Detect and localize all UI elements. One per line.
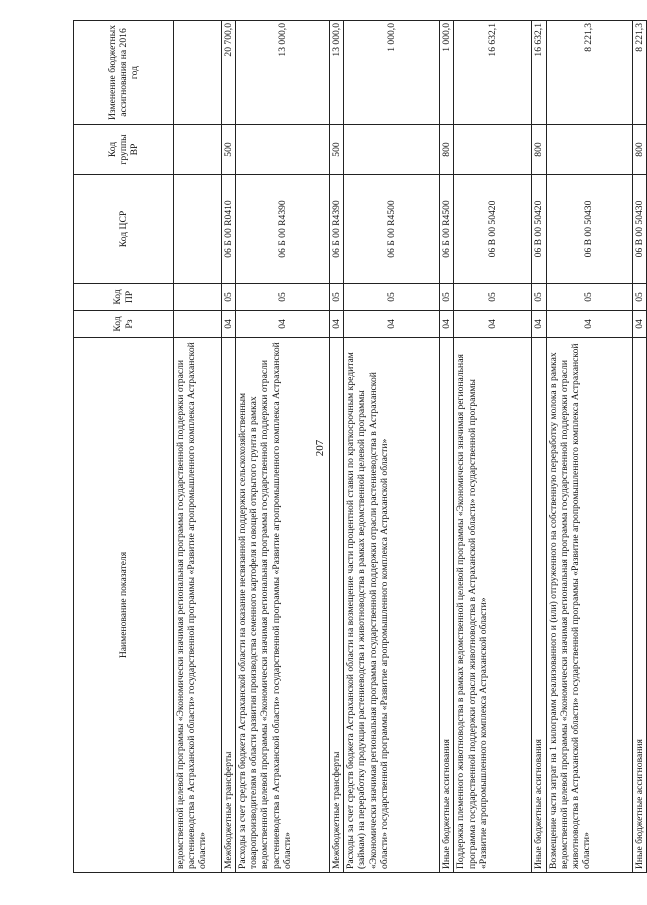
table-row <box>174 21 222 873</box>
row-amount: 16 632,1 <box>454 21 532 125</box>
row-pr: 05 <box>330 284 344 311</box>
table-row <box>222 21 236 873</box>
row-vr <box>236 125 330 175</box>
header-name: Наименование показателя <box>74 338 174 873</box>
row-amount: 8 221,3 <box>546 21 632 125</box>
header-pr: Код ПР <box>74 284 174 311</box>
row-vr <box>174 125 222 175</box>
row-pr <box>174 284 222 311</box>
row-pr: 05 <box>222 284 236 311</box>
row-csr: 06 В 00 50430 <box>546 175 632 284</box>
row-name: Иные бюджетные ассигнования <box>440 338 454 873</box>
header-vr: Код группы ВР <box>74 125 174 175</box>
row-amount: 1 000,0 <box>440 21 454 125</box>
row-rz: 04 <box>344 311 440 338</box>
row-name: Расходы за счет средств бюджета Астраханской области на оказание несвязанной поддержки сельскохозяйственным товаропроизводителям в области развития производства семенного картофеля и овощей открытого грунта в рамках ведомственной целевой программы «Экономически значимая региональная программа государственной поддержки отрасли растениеводства в Астраханской области» государственной программы «Развитие агропромышленного комплекса Астраханской области» <box>236 338 330 873</box>
row-vr: 500 <box>222 125 236 175</box>
table-row <box>454 21 532 873</box>
row-name: Поддержка племенного животноводства в рамках ведомственной целевой программы «Экономически значимая региональная программа государственной поддержки отрасли животноводства в Астраханской области» государственной программы «Развитие агропромышленного комплекса Астраханской области» <box>454 338 532 873</box>
row-vr <box>454 125 532 175</box>
row-vr <box>344 125 440 175</box>
row-pr: 05 <box>344 284 440 311</box>
row-amount <box>174 21 222 125</box>
row-rz: 04 <box>546 311 632 338</box>
row-vr: 800 <box>440 125 454 175</box>
row-pr: 05 <box>236 284 330 311</box>
table-row <box>440 21 454 873</box>
budget-table <box>73 20 647 873</box>
row-vr: 800 <box>632 125 646 175</box>
row-name: Расходы за счет средств бюджета Астраханской области на возмещение части процентной ставки по краткосрочным кредитам (займам) на переработку продукции растениеводства и животноводства в рамках ведомственной целевой программы «Экономически значимая региональная программа государственной поддержки отрасли растениеводства в Астраханской области» государственной программы «Развитие агропромышленного комплекса Астраханской области» <box>344 338 440 873</box>
header-amount: Изменение бюджетных ассигнования на 2016 год <box>74 21 174 125</box>
row-rz: 04 <box>330 311 344 338</box>
row-amount: 1 000,0 <box>344 21 440 125</box>
row-rz <box>174 311 222 338</box>
row-csr: 06 Б 00 R0410 <box>222 175 236 284</box>
row-csr <box>174 175 222 284</box>
row-amount: 13 000,0 <box>330 21 344 125</box>
table-row <box>344 21 440 873</box>
row-name: Межбюджетные трансферты <box>330 338 344 873</box>
row-vr: 500 <box>330 125 344 175</box>
row-rz: 04 <box>236 311 330 338</box>
row-rz: 04 <box>440 311 454 338</box>
table-row <box>532 21 546 873</box>
row-rz: 04 <box>632 311 646 338</box>
row-name: ведомственной целевой программы «Экономически значимая региональная программа государственной поддержки отрасли растениеводства в Астраханской области» государственной программы «Развитие агропромышленного комплекса Астраханской области» <box>174 338 222 873</box>
row-pr: 05 <box>440 284 454 311</box>
table-row <box>330 21 344 873</box>
row-pr: 05 <box>532 284 546 311</box>
row-rz: 04 <box>454 311 532 338</box>
row-pr: 05 <box>454 284 532 311</box>
table-row <box>236 21 330 873</box>
row-csr: 06 Б 00 R4500 <box>344 175 440 284</box>
row-vr <box>546 125 632 175</box>
header-rz: Код Рз <box>74 311 174 338</box>
budget-table-rotated <box>73 21 645 873</box>
row-pr: 05 <box>632 284 646 311</box>
row-rz: 04 <box>532 311 546 338</box>
row-csr: 06 В 00 50420 <box>454 175 532 284</box>
row-amount: 16 632,1 <box>532 21 546 125</box>
row-csr: 06 В 00 50420 <box>532 175 546 284</box>
row-csr: 06 Б 00 R4390 <box>236 175 330 284</box>
table-row <box>546 21 632 873</box>
row-name: Возмещение части затрат на 1 килограмм реализованного и (или) отгруженного на собственную переработку молока в рамках ведомственной целевой программы «Экономически значимая региональная программа государственной поддержки отрасли животноводства в Астраханской области» государственной программы «Развитие агропромышленного комплекса Астраханской области» <box>546 338 632 873</box>
row-pr: 05 <box>546 284 632 311</box>
row-rz: 04 <box>222 311 236 338</box>
row-name: Иные бюджетные ассигнования <box>532 338 546 873</box>
table-row <box>632 21 646 873</box>
row-vr: 800 <box>532 125 546 175</box>
row-csr: 06 Б 00 R4500 <box>440 175 454 284</box>
header-csr: Код ЦСР <box>74 175 174 284</box>
row-csr: 06 В 00 50430 <box>632 175 646 284</box>
row-name: Межбюджетные трансферты <box>222 338 236 873</box>
row-amount: 8 221,3 <box>632 21 646 125</box>
page-number: 207 <box>314 439 326 457</box>
row-csr: 06 Б 00 R4390 <box>330 175 344 284</box>
row-amount: 13 000,0 <box>236 21 330 125</box>
row-amount: 20 700,0 <box>222 21 236 125</box>
row-name: Иные бюджетные ассигнования <box>632 338 646 873</box>
table-header-row <box>74 21 174 873</box>
